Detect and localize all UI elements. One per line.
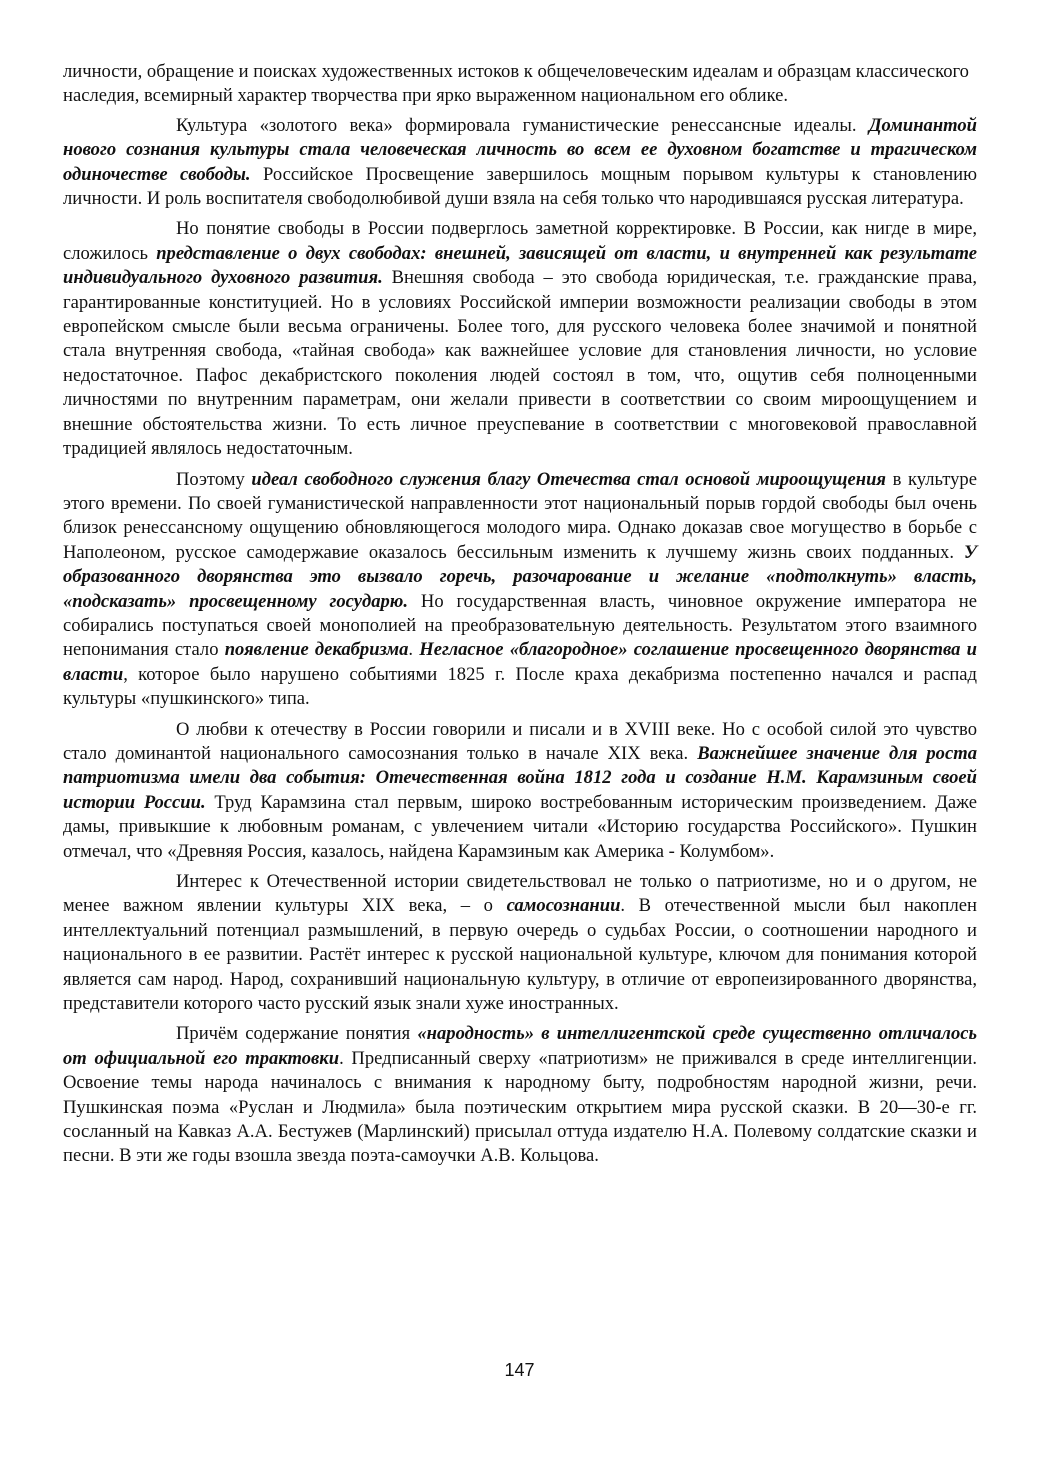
- paragraph-6: [63, 870, 977, 1016]
- emphasized-text: Негласное «благородное» соглашение просвещенного дворянства и власти: [63, 639, 978, 685]
- document-page: [63, 60, 977, 1175]
- body-text: личности, обращение и поисках художественных истоков к общечеловеческим идеалам и образцам классического наследия, всемирный характер творчества при ярко выраженном национальном его облике.: [63, 61, 969, 107]
- body-text: Но государственная власть, чиновное окружение императора не собирались поступаться своей монополией на преобразовательную деятельность. Результатом этого взаимного непонимания стало: [63, 590, 977, 661]
- body-text: , которое было нарушено событиями 1825 г. После краха декабризма постепенно начался и распад культуры «пушкинского» типа.: [63, 663, 977, 710]
- emphasized-text: Доминантой нового сознания культуры стала человеческая личность во всем ее духовном богатстве и трагическом одиночестве свободы.: [63, 114, 977, 185]
- paragraph-2: [63, 114, 977, 212]
- emphasized-text: идеал свободного служения благу Отечества стал основой мироощущения: [251, 468, 886, 490]
- paragraph-3: [63, 217, 977, 461]
- body-text: Интерес к Отечественной истории свидетельствовал не только о патриотизме, но и о другом, не менее важном явлении культуры XIX века, – о: [63, 871, 977, 917]
- body-text: Поэтому: [176, 468, 252, 490]
- body-text: . В отечественной мысли был накоплен интеллектуальний потенциал размышлений, в первую очередь о судьбах России, о соотношении народного и национального в ее развитии. Растёт интерес к русской национальной культуре, ключом для понимания которой является сам народ. Народ, сохранивший национальную культуру, в отличие от европеизированного дворянства, представители которого часто русский язык знали хуже иностранных.: [63, 895, 977, 1015]
- body-text: Но понятие свободы в России подверглось заметной корректировке. В России, как нигде в мире, сложилось: [63, 218, 977, 264]
- body-text: Российское Просвещение завершилось мощным порывом культуры к становлению личности. И роль воспитателя свободолюбивой души взяла на себя только что народившаяся русская литература.: [63, 163, 977, 210]
- body-text: Культура «золотого века» формировала гуманистические ренессансные идеалы.: [176, 114, 869, 136]
- body-text: в культуре этого времени. По своей гуманистической направленности этот национальный порыв гордой свободы был очень близок ренессансному ощущению обновляющегося молодого мира. Однако доказав свое могущество в борьбе с Наполеоном, русское самодержавие оказалось бессильным изменить к лучшему жизнь своих подданных.: [63, 468, 977, 563]
- page-number: 147: [504, 1360, 535, 1380]
- emphasized-text: У образованного дворянства это вызвало горечь, разочарование и желание «подтолкнуть» власть, «подсказать» просвещенному государю.: [63, 541, 977, 612]
- body-text: .: [408, 639, 420, 661]
- emphasized-text: Важнейшее значение для роста патриотизма имели два события: Отечественная война 1812 года и создание Н.М. Карамзиным своей истории России.: [63, 742, 977, 813]
- body-text: Труд Карамзина стал первым, широко востребованным историческим произведением. Даже дамы, привыкшие к любовным романам, с увлечением читали «Историю государства Российского». Пушкин отмечал, что «Древняя Россия, казалось, найдена Карамзиным как Америка - Колумбом».: [63, 791, 977, 862]
- paragraph-7: [63, 1022, 977, 1168]
- body-text: О любви к отечеству в России говорили и писали и в XVIII веке. Но с особой силой это чувство стало доминантой национального самосознания только в начале XIX века.: [63, 718, 977, 764]
- paragraph-1: [63, 60, 977, 109]
- emphasized-text: появление декабризма: [224, 639, 409, 661]
- emphasized-text: «народность» в интеллигентской среде существенно отличалось от официальной его трактовки: [63, 1023, 977, 1069]
- body-text: . Предписанный сверху «патриотизм» не приживался в среде интеллигенции. Освоение темы народа начиналось с внимания к народному быту, подробностям народной жизни, речи. Пушкинская поэма «Руслан и Людмила» была поэтическим открытием мира русской сказки. В 20—30-е гг. сосланный на Кавказ А.А. Бестужев (Марлинский) присылал оттуда издателю Н.А. Полевому солдатские сказки и песни. В эти же годы взошла звезда поэта-самоучки А.В. Кольцова.: [63, 1047, 977, 1167]
- emphasized-text: представление о двух свободах: внешней, зависящей от власти, и внутренней как результате индивидуального духовного развития.: [63, 242, 977, 289]
- emphasized-text: самосознании: [506, 895, 621, 917]
- body-text: Причём содержание понятия: [176, 1023, 418, 1045]
- body-text: Внешняя свобода – это свобода юридическая, т.е. гражданские права, гарантированные конституцией. Но в условиях Российской империи возможности реализации свободы в этом европейском смысле были весьма ограничены. Более того, для русского человека более значимой и понятной стала внутренняя свобода, «тайная свобода» как важнейшее условие для становления личности, но условие недостаточное. Пафос декабристского поколения людей состоял в том, что, ощутив себя полноценными личностями по внутренним параметрам, они желали привести в соответствии со своим мироощущением и внешние обстоятельства жизни. То есть личное преуспевание в соответствии с многовековой православной традицией являлось недостаточным.: [63, 267, 977, 460]
- paragraph-4: [63, 468, 977, 712]
- paragraph-5: [63, 718, 977, 864]
